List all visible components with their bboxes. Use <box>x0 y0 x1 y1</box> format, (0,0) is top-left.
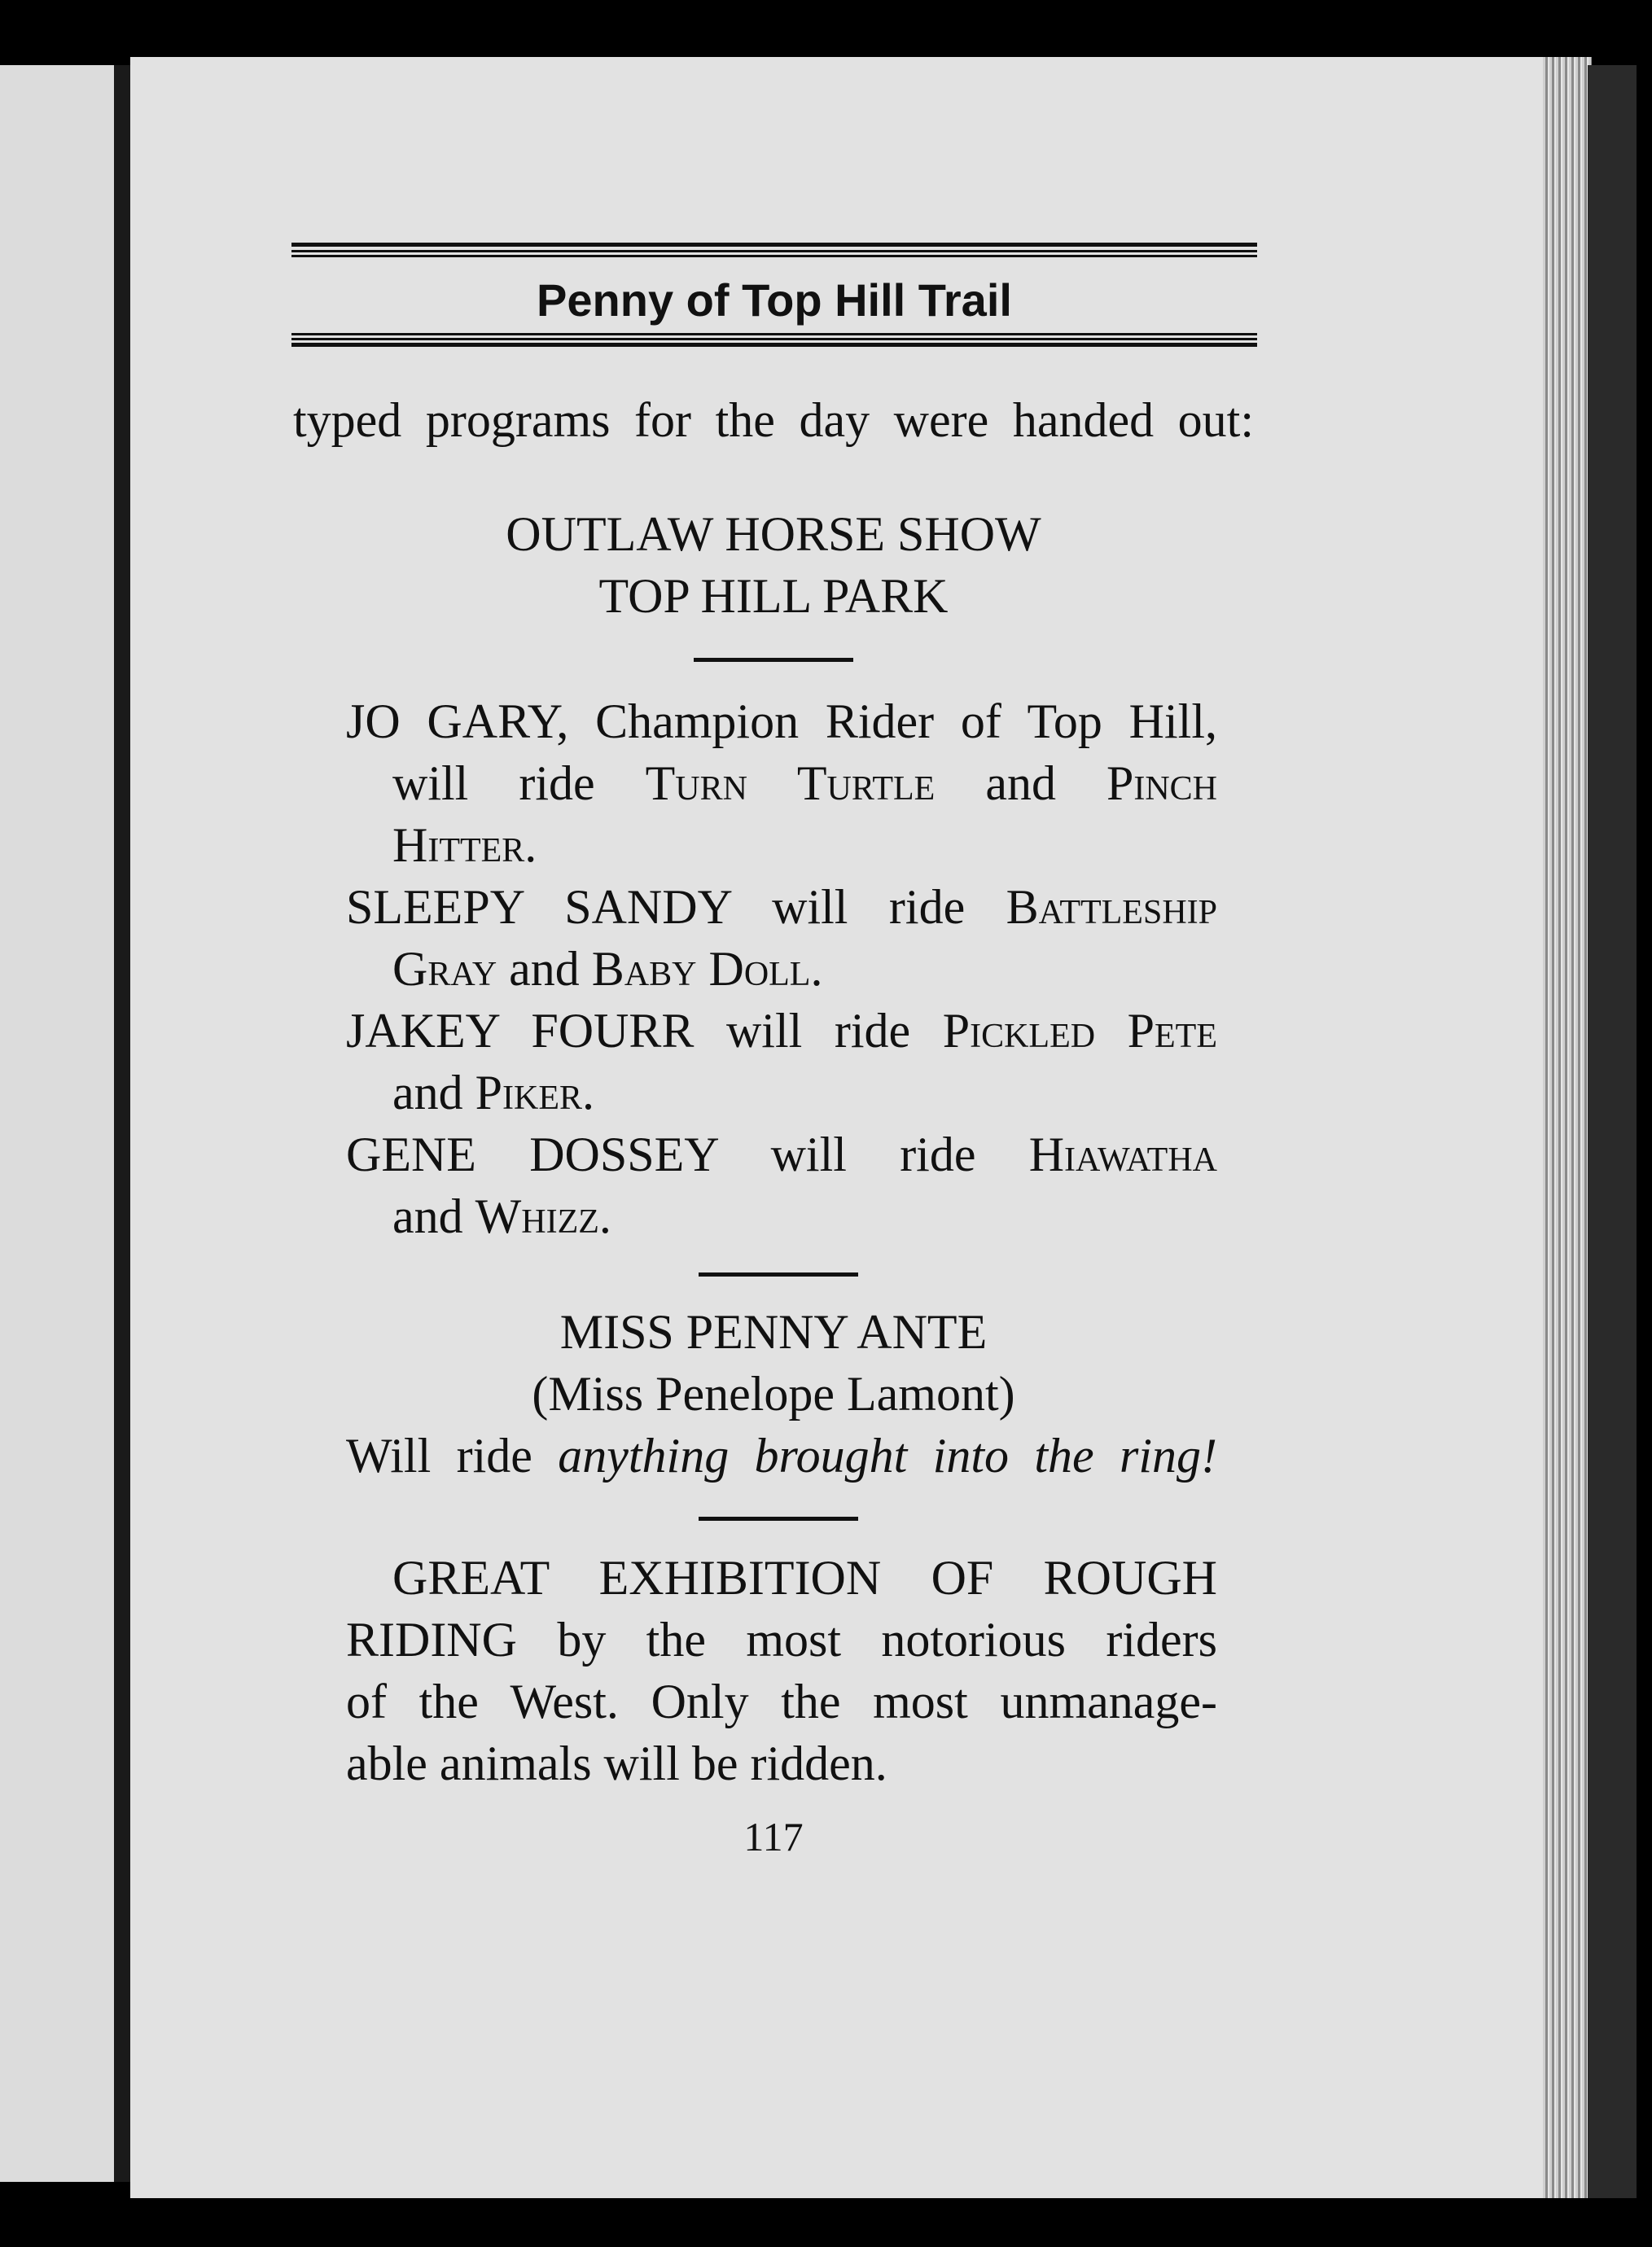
book-cover-edge <box>1588 65 1637 2198</box>
rider-2-line-1: SLEEPY SANDY will ride Battleship <box>346 880 1217 934</box>
binding-gutter <box>114 65 130 2182</box>
show-title: OUTLAW HORSE SHOW <box>506 507 1041 561</box>
section-divider-2 <box>699 1272 858 1277</box>
intro-line: typed programs for the day were handed out: <box>293 393 1254 447</box>
exhibition-line-1: GREAT EXHIBITION OF ROUGH <box>392 1551 1217 1605</box>
rider-2-line-2: Gray and Baby Doll. <box>392 942 823 996</box>
rider-4-line-1: GENE DOSSEY will ride Hiawatha <box>346 1128 1217 1181</box>
exhibition-line-2: RIDING by the most notorious riders <box>346 1613 1217 1667</box>
rider-1-line-1: JO GARY, Champion Rider of Top Hill, <box>346 694 1217 748</box>
exhibition-line-3: of the West. Only the most unmanage- <box>346 1675 1217 1728</box>
running-header <box>291 243 1257 349</box>
rider-3-line-1: JAKEY FOURR will ride Pickled Pete <box>346 1004 1217 1058</box>
rider-3-line-2: and Piker. <box>392 1066 594 1119</box>
exhibition-line-4: able animals will be ridden. <box>346 1737 887 1790</box>
rider-1-line-3: Hitter. <box>392 818 537 872</box>
rider-1-line-2: will ride Turn Turtle and Pinch <box>392 756 1217 810</box>
running-head-title: Penny of Top Hill Trail <box>537 274 1012 326</box>
page-number: 117 <box>743 1814 804 1859</box>
show-place: TOP HILL PARK <box>598 569 949 623</box>
rider-4-line-2: and Whizz. <box>392 1189 611 1243</box>
header-rule-bottom <box>291 333 1257 349</box>
header-rule-top <box>291 243 1257 259</box>
page-stack-edge <box>1543 57 1592 2198</box>
feature-name: MISS PENNY ANTE <box>559 1305 988 1359</box>
feature-real-name: (Miss Penelope Lamont) <box>532 1367 1015 1421</box>
left-page-edge <box>0 65 122 2182</box>
section-divider-1 <box>694 658 853 662</box>
section-divider-3 <box>699 1517 858 1521</box>
feature-line: Will ride anything brought into the ring! <box>346 1429 1217 1483</box>
